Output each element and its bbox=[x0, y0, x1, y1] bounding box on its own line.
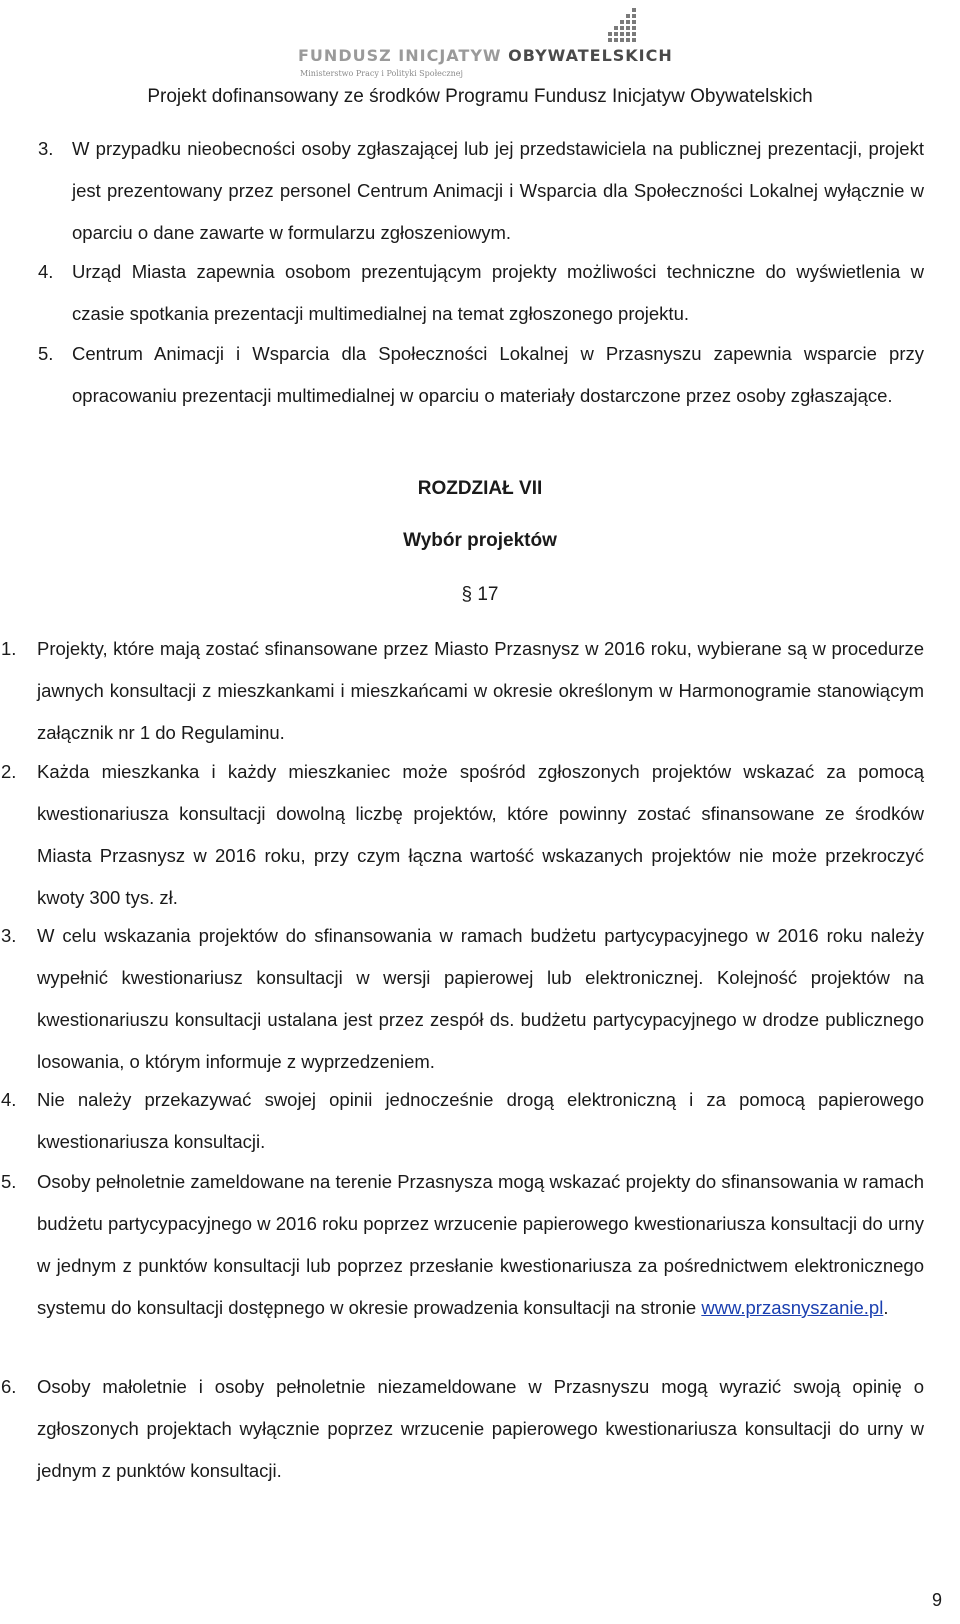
item-number: 4. bbox=[38, 261, 54, 282]
item-text bbox=[37, 1161, 924, 1329]
item-number: 6. bbox=[1, 1376, 17, 1397]
logo-title bbox=[298, 46, 673, 65]
item-text-body: Osoby pełnoletnie zameldowane na terenie Przasnysza mogą wskazać projekty do sfinansowania w ramach budżetu partycypacyjnego w 2016 roku poprzez wrzucenie papierowego kwestionariusza konsultacji do urny w jednym z punktów konsultacji lub poprzez przesłanie kwestionariusza za pośrednictwem elektronicznego systemu do konsultacji dostępnego w okresie prowadzenia konsultacji na stronie bbox=[37, 1171, 924, 1318]
item-number: 1. bbox=[1, 638, 17, 659]
list-item bbox=[38, 251, 924, 335]
funding-note: Projekt dofinansowany ze środków Programu Fundusz Inicjatyw Obywatelskich bbox=[147, 86, 813, 107]
fio-logo bbox=[298, 6, 673, 78]
item-number: 4. bbox=[1, 1089, 17, 1110]
item-number: 5. bbox=[1, 1171, 17, 1192]
list-item bbox=[38, 128, 924, 254]
chapter-heading: ROZDZIAŁ VII bbox=[417, 478, 543, 499]
item-text-end: . bbox=[883, 1297, 889, 1318]
list-item bbox=[1, 1079, 924, 1163]
item-number: 5. bbox=[38, 343, 54, 364]
item-text: Urząd Miasta zapewnia osobom prezentującym projekty możliwości techniczne do wyświetlenia w czasie spotkania prezentacji multimedialnej na temat zgłoszonego projektu. bbox=[72, 261, 924, 324]
list-item bbox=[38, 333, 924, 417]
list-item bbox=[1, 751, 924, 919]
item-number: 2. bbox=[1, 761, 17, 782]
item-text: Każda mieszkanka i każdy mieszkaniec może spośród zgłoszonych projektów wskazać za pomocą kwestionariusza konsultacji dowolną liczbę projektów, które powinny zostać sfinansowane ze środków Miasta Przasnysz w 2016 roku, przy czym łączna wartość wskazanych projektów nie może przekroczyć kwoty 300 tys. zł. bbox=[37, 761, 924, 908]
logo-dots-icon bbox=[606, 8, 638, 44]
list-item bbox=[1, 1366, 924, 1492]
list-item bbox=[1, 1161, 924, 1329]
item-text: Nie należy przekazywać swojej opinii jednocześnie drogą elektroniczną i za pomocą papierowego kwestionariusza konsultacji. bbox=[37, 1089, 924, 1152]
page-number: 9 bbox=[931, 1590, 942, 1610]
item-text: Osoby małoletnie i osoby pełnoletnie niezameldowane w Przasnyszu mogą wyrazić swoją opinię o zgłoszonych projektach wyłącznie poprzez wrzucenie papierowego kwestionariusza konsultacji do urny w jednym z punktów konsultacji. bbox=[37, 1376, 924, 1481]
item-number: 3. bbox=[38, 138, 54, 159]
logo-subtitle: Ministerstwo Pracy i Polityki Społecznej bbox=[300, 69, 463, 78]
item-number: 3. bbox=[1, 925, 17, 946]
item-text: W przypadku nieobecności osoby zgłaszającej lub jej przedstawiciela na publicznej prezentacji, projekt jest prezentowany przez personel Centrum Animacji i Wsparcia dla Społeczności Lokalnej wyłącznie w oparciu o dane zawarte w formularzu zgłoszeniowym. bbox=[72, 138, 924, 243]
item-text: Centrum Animacji i Wsparcia dla Społeczności Lokalnej w Przasnyszu zapewnia wsparcie przy opracowaniu prezentacji multimedialnej w oparciu o materiały dostarczone przez osoby zgłaszające. bbox=[72, 343, 924, 406]
item-text: Projekty, które mają zostać sfinansowane przez Miasto Przasnysz w 2016 roku, wybierane są w procedurze jawnych konsultacji z mieszkankami i mieszkańcami w okresie określonym w Harmonogramie stanowiącym załącznik nr 1 do Regulaminu. bbox=[37, 638, 924, 743]
item-text: W celu wskazania projektów do sfinansowania w ramach budżetu partycypacyjnego w 2016 roku należy wypełnić kwestionariusz konsultacji w wersji papierowej lub elektronicznej. Kolejność projektów na kwestionariuszu konsultacji ustalana jest przez zespół ds. budżetu partycypacyjnego w drodze publicznego losowania, o którym informuje z wyprzedzeniem. bbox=[37, 925, 924, 1072]
przasnyszanie-link[interactable]: www.przasnyszanie.pl bbox=[701, 1297, 884, 1318]
list-item bbox=[1, 915, 924, 1083]
logo-line1: FUNDUSZ INICJATYW bbox=[298, 46, 502, 65]
paragraph-sign: § 17 bbox=[461, 584, 499, 605]
logo-line2: OBYWATELSKICH bbox=[508, 46, 673, 65]
list-item bbox=[1, 628, 924, 754]
chapter-subheading: Wybór projektów bbox=[403, 530, 557, 551]
page-header bbox=[0, 0, 960, 120]
